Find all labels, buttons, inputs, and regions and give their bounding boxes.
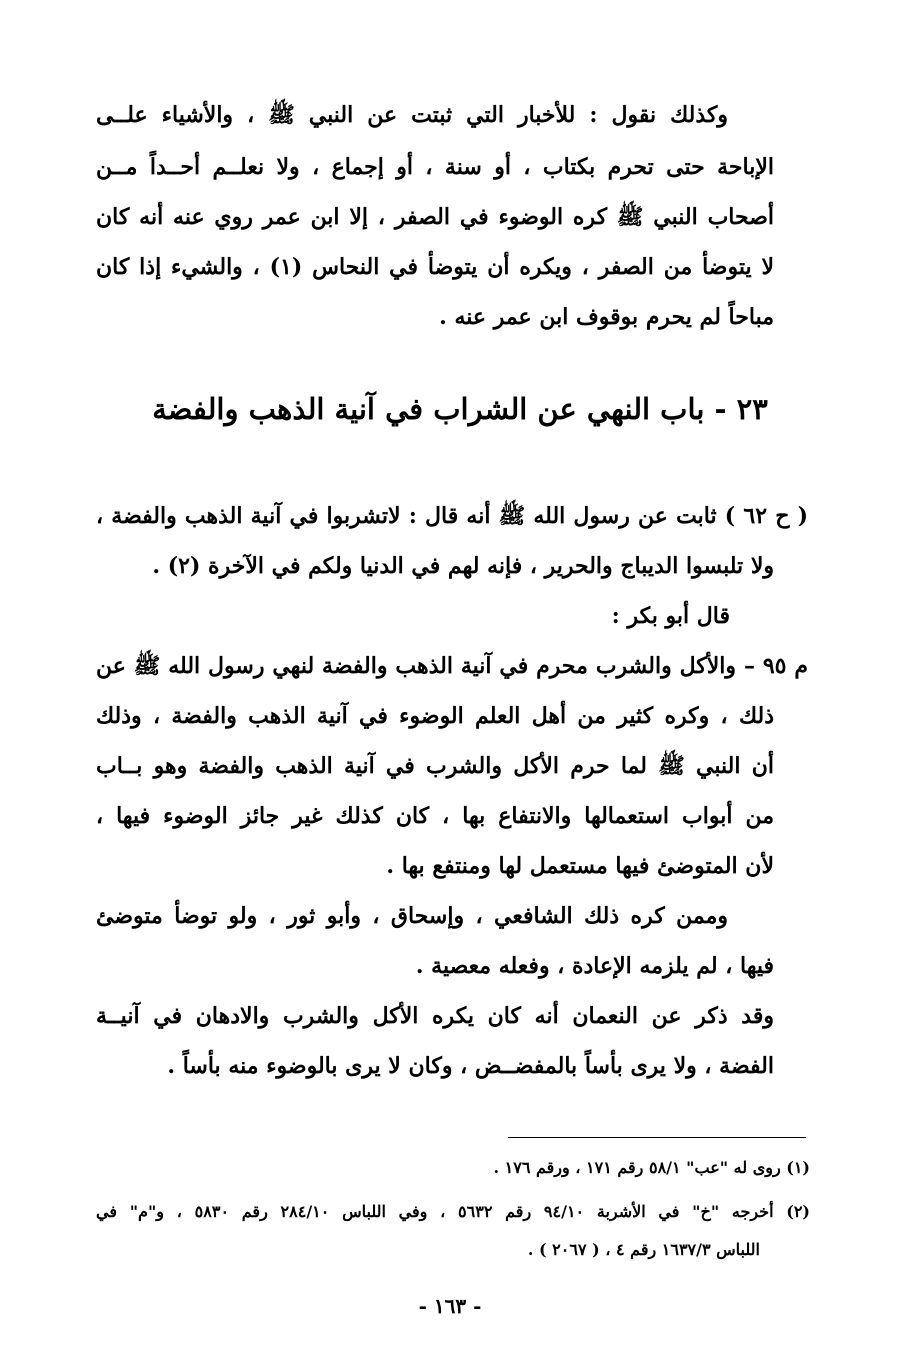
chapter-heading: ٢٣ - باب النهي عن الشراب في آنية الذهب والفضة bbox=[152, 392, 768, 426]
hadith-line-1: ( ح ٦٢ ) ثابت عن رسول الله ﷺ أنه قال : لاتشربوا في آنية الذهب والفضة ، bbox=[96, 503, 808, 529]
shafii-line-2: فيها ، لم يلزمه الإعادة ، وفعله معصية . bbox=[415, 953, 774, 979]
masala-line-3: أن النبي ﷺ لما حرم الأكل والشرب في آنية الذهب والفضة وهو بــاب bbox=[96, 753, 774, 779]
numan-line-1: وقد ذكر عن النعمان أنه كان يكره الأكل والشرب والادهان في آنيــة bbox=[96, 1003, 774, 1029]
shafii-line-1: وممن كره ذلك الشافعي ، وإسحاق ، وأبو ثور ، ولو توضأ متوضئ bbox=[96, 903, 728, 929]
paragraph1-line-3: أصحاب النبي ﷺ كره الوضوء في الصفر ، إلا ابن عمر روي عنه أنه كان bbox=[96, 204, 774, 230]
hadith-line-3: قال أبو بكر : bbox=[611, 603, 730, 629]
paragraph1-line-5: مباحاً لم يحرم بوقوف ابن عمر عنه . bbox=[439, 304, 774, 330]
footnote-1: (١) روى له "عب" ٥٨/١ رقم ١٧١ ، ورقم ١٧٦ . bbox=[493, 1158, 810, 1177]
paragraph1-line-4: لا يتوضأ من الصفر ، ويكره أن يتوضأ في النحاس (١) ، والشيء إذا كان bbox=[96, 254, 775, 280]
masala-line-4: من أبواب استعمالها والانتفاع بها ، كان كذلك غير جائز الوضوء فيها ، bbox=[96, 803, 774, 829]
paragraph1-line-2: الإباحة حتى تحرم بكتاب ، أو سنة ، أو إجماع ، ولا نعلــم أحــداً مــن bbox=[96, 154, 774, 180]
page-number: - ١٦٣ - bbox=[418, 1294, 482, 1318]
hadith-line-2: ولا تلبسوا الديباج والحرير ، فإنه لهم في الدنيا ولكم في الآخرة (٢) . bbox=[152, 553, 774, 579]
numan-line-2: الفضة ، ولا يرى بأساً بالمفضــض ، وكان لا يرى بالوضوء منه بأساً . bbox=[167, 1053, 774, 1079]
footnote-separator bbox=[508, 1137, 806, 1138]
masala-line-5: لأن المتوضئ فيها مستعمل لها ومنتفع بها . bbox=[386, 853, 774, 879]
footnote-2-line-1: (٢) أخرجه "خ" في الأشربة ٩٤/١٠ رقم ٥٦٣٢ ، وفي اللباس ٢٨٤/١٠ رقم ٥٨٣٠ ، و"م" في bbox=[96, 1202, 810, 1221]
masala-line-2: ذلك ، وكره كثير من أهل العلم الوضوء في آنية الذهب والفضة ، وذلك bbox=[96, 703, 774, 729]
footnote-2-line-2: اللباس ١٦٣٧/٣ رقم ٤ ، ( ٢٠٦٧ ) . bbox=[527, 1240, 760, 1259]
masala-line-1: م ٩٥ – والأكل والشرب محرم في آنية الذهب والفضة لنهي رسول الله ﷺ عن bbox=[96, 653, 809, 679]
paragraph1-line-1: وكذلك نقول : للأخبار التي ثبتت عن النبي ﷺ ، والأشياء علــى bbox=[96, 102, 728, 128]
